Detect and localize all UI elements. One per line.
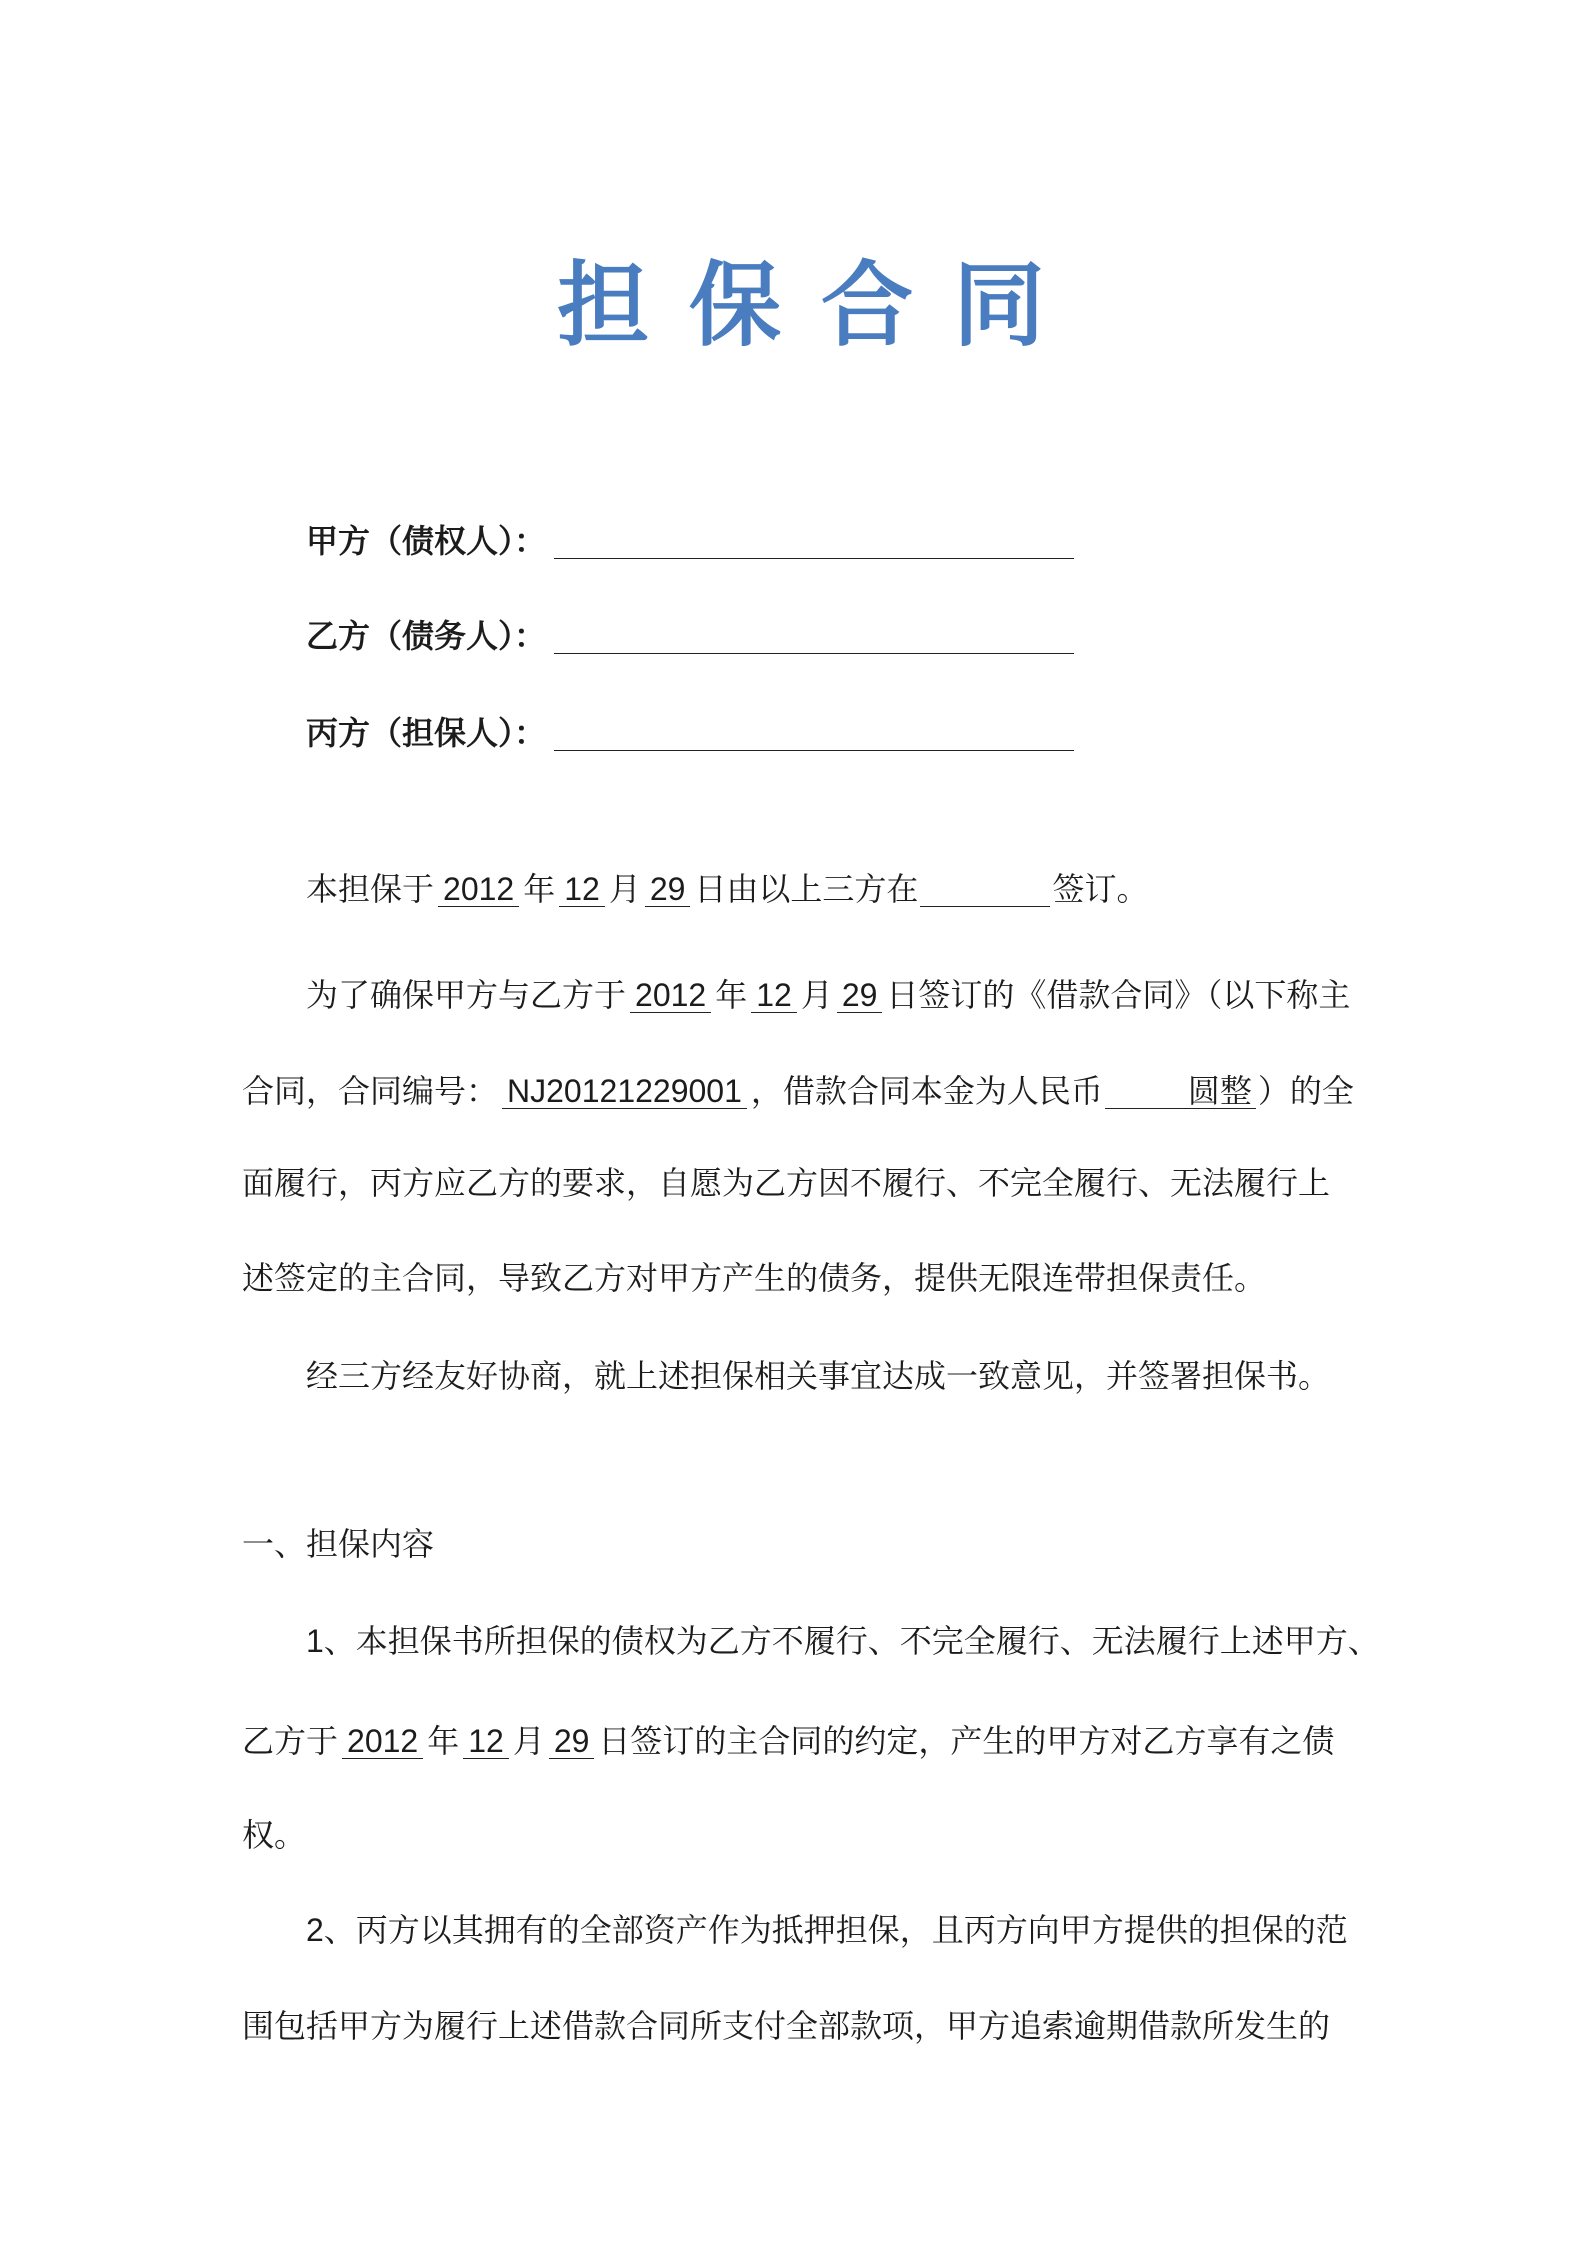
purpose-line2-prefix: 合同，合同编号： — [242, 1073, 499, 1109]
signing-prefix: 本担保于 — [306, 871, 435, 907]
party-c-row — [306, 711, 1074, 755]
signing-paragraph — [306, 867, 1148, 911]
item1-day: 29 — [549, 1724, 595, 1759]
signing-month-unit: 月 — [608, 871, 641, 907]
item1-month-unit: 月 — [512, 1723, 545, 1759]
purpose-year-unit: 年 — [715, 977, 748, 1013]
purpose-year: 2012 — [630, 978, 711, 1013]
signing-suffix: 签订。 — [1052, 871, 1149, 907]
principal-amount-blank-line — [1105, 1074, 1256, 1109]
signing-after-day: 日由以上三方在 — [694, 871, 919, 907]
signing-month: 12 — [559, 872, 605, 907]
purpose-line-3: 面履行，丙方应乙方的要求，自愿为乙方因不履行、不完全履行、无法履行上 — [242, 1165, 1331, 1201]
item1-line-3: 权。 — [242, 1817, 307, 1853]
contract-number: NJ20121229001 — [502, 1074, 747, 1109]
item2-line-2: 围包括甲方为履行上述借款合同所支付全部款项，甲方追索逾期借款所发生的 — [242, 2008, 1331, 2044]
amount-unit: 圆整 — [1187, 1073, 1252, 1109]
section-heading: 一、担保内容 — [242, 1526, 435, 1562]
item1-line2-suffix: 日签订的主合同的约定，产生的甲方对乙方享有之债 — [598, 1723, 1335, 1759]
party-b-blank-line — [554, 619, 1074, 654]
party-a-label: 甲方（债权人）： — [306, 523, 547, 559]
party-c-label: 丙方（担保人）： — [306, 715, 547, 751]
signing-year-unit: 年 — [523, 871, 556, 907]
purpose-month-unit: 月 — [800, 977, 833, 1013]
item1-line-2 — [242, 1719, 1334, 1763]
item1-year: 2012 — [342, 1724, 423, 1759]
purpose-day: 29 — [837, 978, 883, 1013]
signing-place-blank-line — [920, 872, 1050, 907]
party-a-blank-line — [554, 524, 1074, 559]
item1-month: 12 — [463, 1724, 509, 1759]
agreement-paragraph: 经三方经友好协商，就上述担保相关事宜达成一致意见，并签署担保书。 — [306, 1358, 1331, 1394]
signing-day: 29 — [645, 872, 691, 907]
party-b-label: 乙方（债务人）： — [306, 618, 547, 654]
purpose-prefix: 为了确保甲方与乙方于 — [306, 977, 627, 1013]
signing-year: 2012 — [438, 872, 519, 907]
item1-line-1: 1、本担保书所担保的债权为乙方不履行、不完全履行、无法履行上述甲方、 — [306, 1623, 1380, 1659]
purpose-line-4: 述签定的主合同，导致乙方对甲方产生的债务，提供无限连带担保责任。 — [242, 1260, 1267, 1296]
item2-line-1: 2、丙方以其拥有的全部资产作为抵押担保，且丙方向甲方提供的担保的范 — [306, 1912, 1348, 1948]
party-b-row — [306, 614, 1074, 658]
party-c-blank-line — [554, 716, 1074, 751]
purpose-line-1 — [306, 973, 1350, 1017]
purpose-month: 12 — [751, 978, 797, 1013]
item1-year-unit: 年 — [427, 1723, 460, 1759]
purpose-line1-suffix: 日签订的《借款合同》（以下称主 — [886, 977, 1351, 1013]
purpose-line2-middle: ，借款合同本金为人民币 — [750, 1073, 1103, 1109]
document-title: 担保合同 — [557, 255, 1086, 357]
purpose-line2-suffix: ）的全 — [1257, 1073, 1354, 1109]
party-a-row — [306, 519, 1074, 563]
purpose-line-2 — [242, 1069, 1354, 1113]
item1-prefix: 乙方于 — [242, 1723, 339, 1759]
